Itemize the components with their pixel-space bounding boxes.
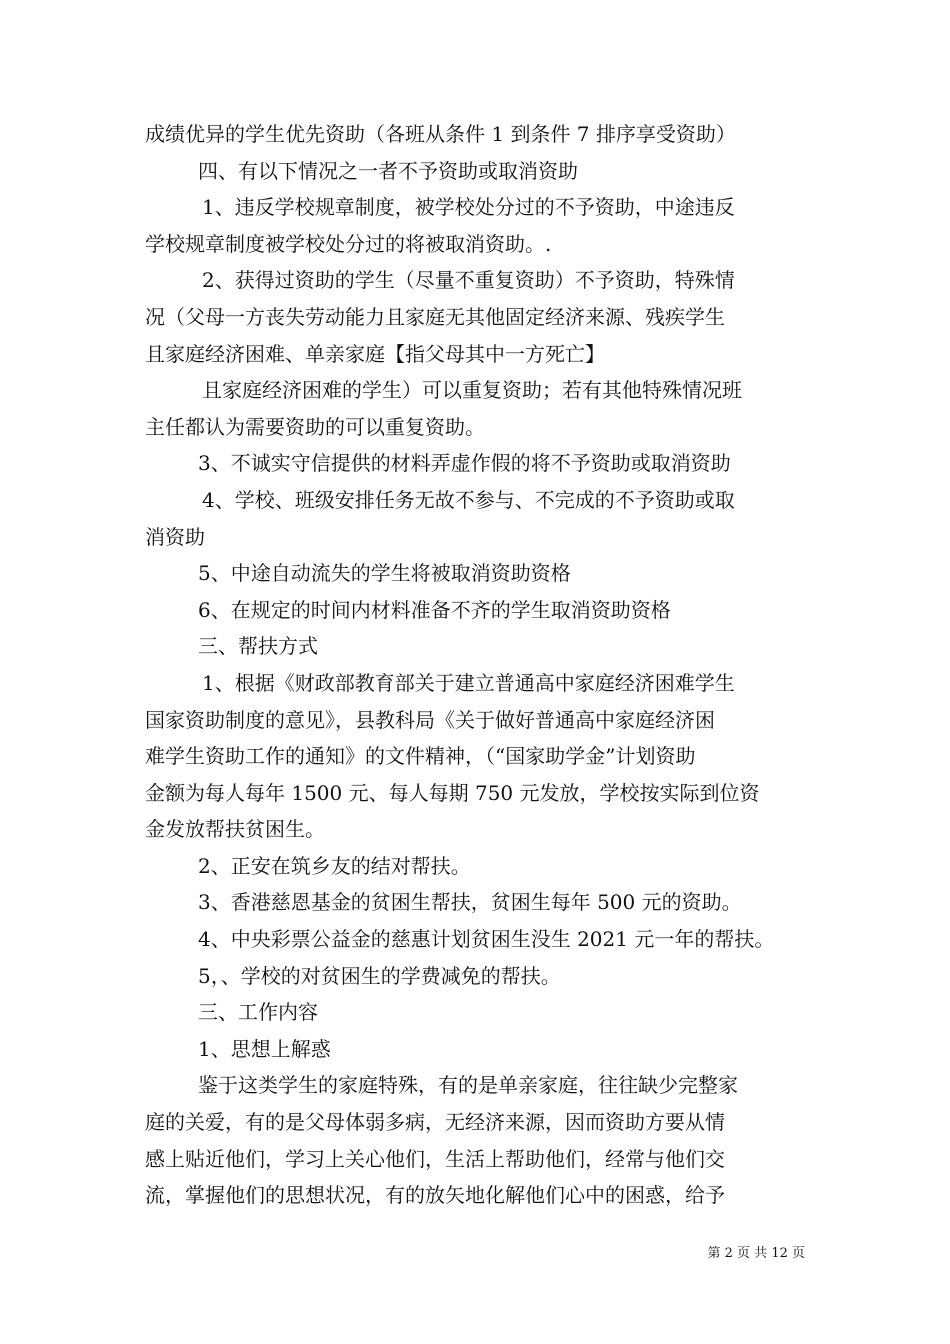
body-line: 1、违反学校规章制度，被学校处分过的不予资助，中途违反 bbox=[202, 195, 735, 220]
body-line: 5、中途自动流失的学生将被取消资助资格 bbox=[198, 561, 571, 586]
subsection-heading: 1、思想上解惑 bbox=[198, 1036, 331, 1061]
body-line: 况（父母一方丧失劳动能力且家庭无其他固定经济来源、残疾学生 bbox=[145, 304, 725, 329]
body-line: 金额为每人每年 1500 元、每人每期 750 元发放，学校按实际到位资 bbox=[145, 780, 760, 805]
body-line: 鉴于这类学生的家庭特殊，有的是单亲家庭，往往缺少完整家 bbox=[198, 1073, 738, 1098]
body-line: 庭的关爱，有的是父母体弱多病，无经济来源，因而资助方要从情 bbox=[145, 1110, 725, 1135]
body-line: 主任都认为需要资助的可以重复资助。 bbox=[145, 414, 485, 439]
section-heading: 三、工作内容 bbox=[198, 1000, 318, 1025]
body-line: 成绩优异的学生优先资助（各班从条件 1 到条件 7 排序享受资助） bbox=[145, 122, 736, 146]
body-line: 6、在规定的时间内材料准备不齐的学生取消资助资格 bbox=[198, 597, 671, 622]
body-line: 4、中央彩票公益金的慈惠计划贫困生没生 2021 元一年的帮扶。 bbox=[198, 927, 775, 952]
body-line: 4、学校、班级安排任务无故不参与、不完成的不予资助或取 bbox=[202, 487, 735, 512]
body-line: 5，、学校的对贫困生的学费减免的帮扶。 bbox=[198, 963, 561, 988]
body-line: 1、根据《财政部教育部关于建立普通高中家庭经济困难学生 bbox=[202, 670, 735, 695]
body-line: 且家庭经济困难的学生）可以重复资助；若有其他特殊情况班 bbox=[202, 378, 742, 403]
body-line: 消资助 bbox=[145, 524, 205, 549]
body-line: 3、香港慈恩基金的贫困生帮扶，贫困生每年 500 元的资助。 bbox=[198, 890, 742, 915]
section-heading: 三、帮扶方式 bbox=[198, 634, 318, 659]
body-line: 难学生资助工作的通知》的文件精神，（“国家助学金”计划资助 bbox=[145, 744, 696, 769]
body-line: 国家资助制度的意见》，县教科局《关于做好普通高中家庭经济困 bbox=[145, 707, 715, 732]
body-line: 学校规章制度被学校处分过的将被取消资助。. bbox=[145, 231, 552, 256]
body-line: 流，掌握他们的思想状况，有的放矢地化解他们心中的困惑，给予 bbox=[145, 1183, 725, 1208]
body-line: 2、获得过资助的学生（尽量不重复资助）不予资助，特殊情 bbox=[202, 268, 735, 293]
section-heading: 四、有以下情况之一者不予资助或取消资助 bbox=[198, 158, 578, 183]
body-line: 3、不诚实守信提供的材料弄虚作假的将不予资助或取消资助 bbox=[198, 451, 731, 476]
body-line: 2、正安在筑乡友的结对帮扶。 bbox=[198, 853, 471, 878]
document-body bbox=[145, 116, 811, 1214]
body-line: 且家庭经济困难、单亲家庭【指父母其中一方死亡】 bbox=[145, 341, 605, 366]
body-line: 金发放帮扶贫困生。 bbox=[145, 817, 325, 842]
body-line: 感上贴近他们，学习上关心他们，生活上帮助他们，经常与他们交 bbox=[145, 1146, 725, 1171]
page-number: 第 2 页 共 12 页 bbox=[707, 1246, 805, 1261]
